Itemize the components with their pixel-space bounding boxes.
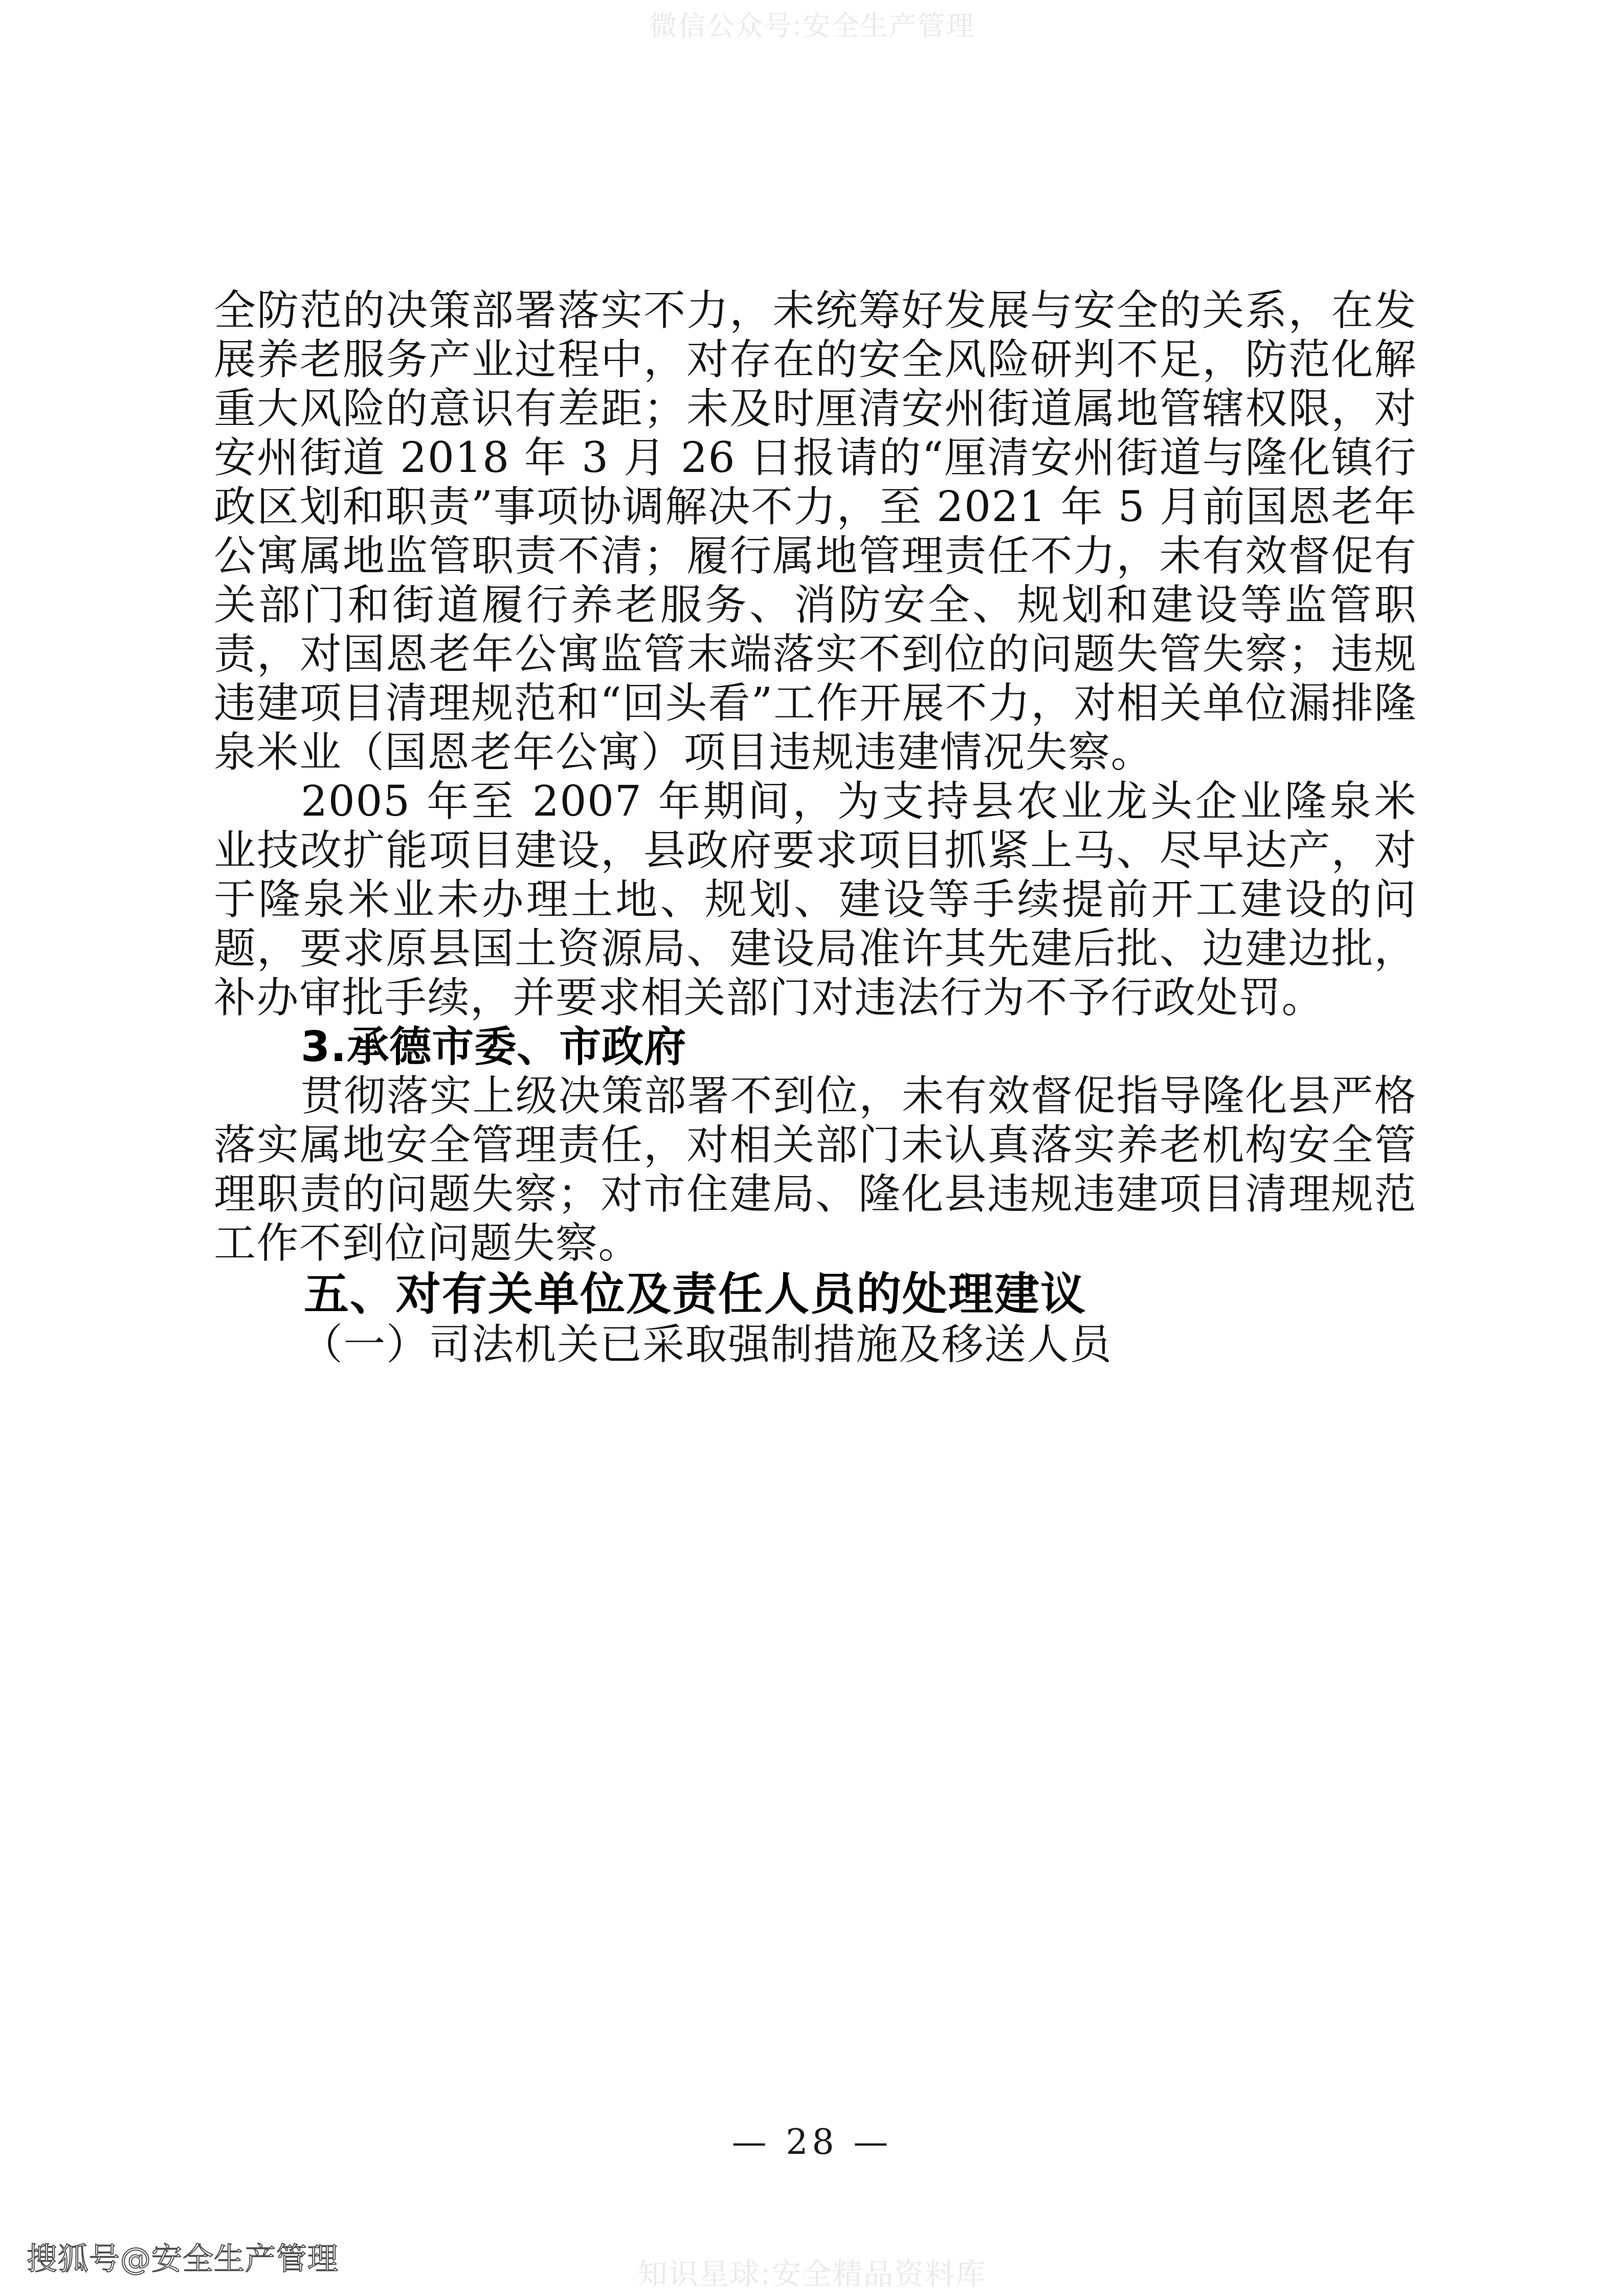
watermark-bottom-center: 知识星球:安全精品资料库	[637, 2257, 987, 2291]
watermark-bottom-left: 搜狐号@安全生产管理	[27, 2241, 339, 2277]
watermark-top: 微信公众号:安全生产管理	[649, 10, 975, 42]
document-body	[214, 286, 1417, 1369]
paragraph-continuation: 全防范的决策部署落实不力，未统筹好发展与安全的关系，在发展养老服务产业过程中，对存在的安全风险研判不足，防范化解重大风险的意识有差距；未及时厘清安州街道属地管辖权限，对安州街道 2018 年 3 月 26 日报请的“厘清安州街道与隆化镇行政区划和职责”事项协调解决不力，至 2021 年 5 月前国恩老年公寓属地监管职责不清；履行属地管理责任不力，未有效督促有关部门和街道履行养老服务、消防安全、规划和建设等监管职责，对国恩老年公寓监管末端落实不到位的问题失管失察；违规违建项目清理规范和“回头看”工作开展不力，对相关单位漏排隆泉米业（国恩老年公寓）项目违规违建情况失察。	[214, 286, 1417, 777]
page-number: — 28 —	[731, 2122, 893, 2163]
heading-chengde-municipal: 3.承德市委、市政府	[301, 1023, 687, 1071]
subheading-judicial-measures: （一）司法机关已采取强制措施及移送人员	[301, 1320, 1113, 1369]
paragraph-2005-2007: 2005 年至 2007 年期间，为支持县农业龙头企业隆泉米业技改扩能项目建设，县政府要求项目抓紧上马、尽早达产，对于隆泉米业未办理土地、规划、建设等手续提前开工建设的问题，要求原县国土资源局、建设局准许其先建后批、边建边批，补办审批手续，并要求相关部门对违法行为不予行政处罚。	[214, 777, 1417, 1022]
paragraph-chengde-findings: 贯彻落实上级决策部署不到位，未有效督促指导隆化县严格落实属地安全管理责任，对相关部门未认真落实养老机构安全管理职责的问题失察；对市住建局、隆化县违规违建项目清理规范工作不到位问题失察。	[214, 1072, 1417, 1268]
heading-section-five: 五、对有关单位及责任人员的处理建议	[304, 1268, 1087, 1320]
